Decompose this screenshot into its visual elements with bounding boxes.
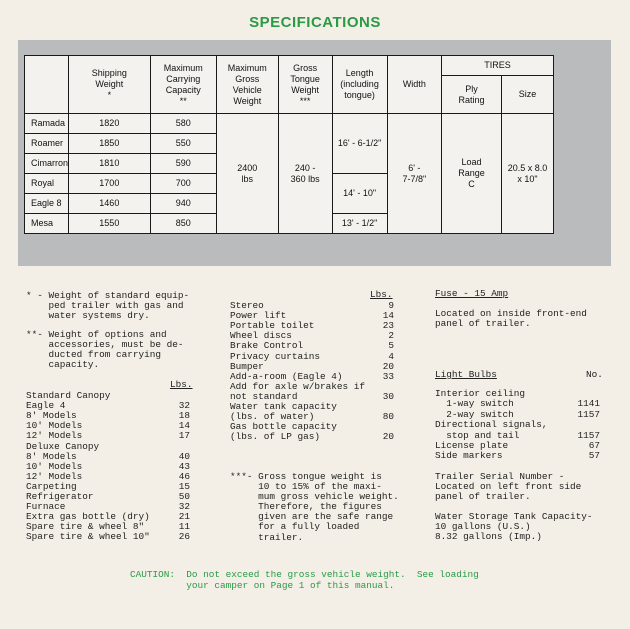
list-item-value: 1157 — [577, 429, 600, 441]
list-item-value: 33 — [382, 370, 394, 382]
list-item-label: Furnace — [26, 501, 66, 513]
list-item-label: Power lift — [230, 310, 287, 322]
model-cell: Roamer — [25, 134, 69, 154]
list-item-label: Stereo — [230, 300, 264, 311]
list-item-value: 40 — [178, 450, 190, 462]
header-length: Length (including tongue) — [332, 56, 387, 114]
list-item-label: Water tank capacity — [230, 401, 337, 412]
spec-table — [24, 55, 630, 234]
list-item-value: 50 — [178, 491, 190, 502]
carrying-cell: 580 — [150, 114, 216, 134]
header-size: Size — [502, 76, 554, 114]
list-item-label: stop and tail — [435, 429, 520, 441]
length-cell-1: 16' - 6-1/2" — [332, 114, 387, 174]
serial-note: Trailer Serial Number - Located on left front side panel of trailer. — [435, 471, 582, 503]
carrying-cell: 940 — [150, 194, 216, 214]
lbs-header-mid: Lbs. — [370, 289, 393, 300]
list-item-label: Spare tire & wheel 10" — [26, 531, 150, 543]
list-item-label: Bumper — [230, 360, 264, 372]
header-carrying: Maximum Carrying Capacity ** — [150, 56, 216, 114]
list-item-label: Interior ceiling — [435, 388, 526, 399]
list-item-label: 8' Models — [26, 450, 77, 462]
list-item-label: not standard — [230, 390, 298, 402]
list-item-label: 10' Models — [26, 420, 83, 432]
note-star3: ***- Gross tongue weight is 10 to 15% of the maxi- mum gross vehicle weight. Therefore, the figures given are the safe range for a fully loaded trailer. — [230, 471, 399, 543]
list-item-value: 14 — [382, 310, 394, 322]
list-item-label: Standard Canopy — [26, 390, 111, 401]
list-item-value: 46 — [178, 470, 190, 482]
shipping-cell: 1700 — [69, 174, 151, 194]
list-item-label: 2-way switch — [435, 408, 514, 420]
list-item-value: 21 — [178, 511, 190, 523]
list-item-value: 17 — [178, 430, 190, 442]
length-cell-2: 14' - 10" — [332, 174, 387, 214]
tongue-cell: 240 - 360 lbs — [278, 114, 332, 234]
bulbs-title: Light Bulbs — [435, 369, 497, 380]
list-item-label: (lbs. of LP gas) — [230, 431, 321, 443]
list-item-label: License plate — [435, 440, 509, 451]
fuse-title: Fuse - 15 Amp — [435, 288, 509, 299]
list-item-label: Spare tire & wheel 8" — [26, 521, 145, 533]
carrying-cell: 590 — [150, 154, 216, 174]
list-item-value: 1157 — [577, 408, 600, 420]
list-item-label: Side markers — [435, 450, 503, 462]
list-item-value: 80 — [382, 411, 394, 423]
shipping-cell: 1810 — [69, 154, 151, 174]
model-cell: Royal — [25, 174, 69, 194]
header-gross-vehicle: Maximum Gross Vehicle Weight — [216, 56, 278, 114]
list-item-value: 1141 — [577, 398, 600, 410]
list-item-label: Eagle 4 — [26, 400, 66, 412]
note-star2: **- Weight of options and accessories, must be de- ducted from carrying capacity. — [26, 329, 184, 371]
list-item-label: 8' Models — [26, 410, 77, 422]
shipping-cell: 1460 — [69, 194, 151, 214]
header-shipping: Shipping Weight * — [69, 56, 151, 114]
width-cell: 6' - 7-7/8" — [387, 114, 441, 234]
lbs-header-left: Lbs. — [170, 379, 193, 390]
header-tongue: Gross Tongue Weight *** — [278, 56, 332, 114]
header-tires: TIRES — [442, 56, 554, 76]
caution-note: CAUTION: Do not exceed the gross vehicle weight. See loading your camper on Page 1 of this manual. — [130, 569, 479, 591]
list-item-label: Gas bottle capacity — [230, 421, 337, 433]
list-item-value: 67 — [588, 440, 600, 451]
list-item-value: 23 — [382, 320, 394, 332]
header-ply: Ply Rating — [442, 76, 502, 114]
ply-cell: Load Range C — [442, 114, 502, 234]
model-cell: Eagle 8 — [25, 194, 69, 214]
page-title: SPECIFICATIONS — [249, 14, 381, 31]
list-item-label: 12' Models — [26, 430, 83, 442]
list-item-label: 1-way switch — [435, 398, 514, 410]
list-item-value: 18 — [178, 410, 190, 422]
list-item-value: 14 — [178, 420, 190, 432]
carrying-cell: 850 — [150, 214, 216, 234]
bulbs-no-header: No. — [586, 369, 603, 380]
list-item-value: 32 — [178, 400, 190, 412]
list-item-label: Portable toilet — [230, 320, 315, 332]
size-cell: 20.5 x 8.0 x 10" — [502, 114, 554, 234]
list-item-value: 15 — [178, 480, 190, 492]
list-item-label: 10' Models — [26, 460, 83, 472]
header-model — [25, 56, 69, 114]
list-item-value: 20 — [382, 360, 394, 372]
carrying-cell: 550 — [150, 134, 216, 154]
shipping-cell: 1850 — [69, 134, 151, 154]
list-item-value: 57 — [588, 450, 600, 462]
list-item-value: 32 — [178, 501, 190, 513]
model-cell: Ramada — [25, 114, 69, 134]
gross-vehicle-cell: 2400 lbs — [216, 114, 278, 234]
shipping-cell: 1550 — [69, 214, 151, 234]
note-star1: * - Weight of standard equip- ped trailer with gas and water systems dry. — [26, 290, 190, 322]
list-item-value: 9 — [388, 300, 394, 311]
list-item-value: 20 — [382, 431, 394, 443]
list-item-label: Brake Control — [230, 340, 304, 352]
list-item-value: 4 — [388, 350, 394, 362]
list-item-label: Privacy curtains — [230, 350, 321, 362]
list-item-value: 5 — [388, 340, 394, 352]
list-item-label: Deluxe Canopy — [26, 440, 100, 452]
list-item-value: 26 — [178, 531, 190, 543]
list-item-value: 43 — [178, 460, 190, 472]
model-cell: Cimarron — [25, 154, 69, 174]
shipping-cell: 1820 — [69, 114, 151, 134]
fuse-text: Located on inside front-end panel of trailer. — [435, 308, 587, 330]
model-cell: Mesa — [25, 214, 69, 234]
header-width: Width — [387, 56, 441, 114]
list-item-label: Refrigerator — [26, 491, 94, 502]
list-item-label: Add-a-room (Eagle 4) — [230, 370, 343, 382]
list-item-label: Carpeting — [26, 480, 77, 492]
list-item-label: Extra gas bottle (dry) — [26, 511, 150, 523]
list-item-label: 12' Models — [26, 470, 83, 482]
list-item-value: 2 — [388, 330, 394, 342]
list-item-label: Add for axle w/brakes if — [230, 380, 366, 392]
carrying-cell: 700 — [150, 174, 216, 194]
list-item-label: (lbs. of water) — [230, 411, 315, 423]
water-note: Water Storage Tank Capacity- 10 gallons (U.S.) 8.32 gallons (Imp.) — [435, 511, 593, 543]
list-item-value: 30 — [382, 390, 394, 402]
list-item-label: Wheel discs — [230, 330, 292, 342]
list-item-value: 11 — [178, 521, 190, 533]
list-item-label: Directional signals, — [435, 419, 548, 431]
length-cell-3: 13' - 1/2" — [332, 214, 387, 234]
